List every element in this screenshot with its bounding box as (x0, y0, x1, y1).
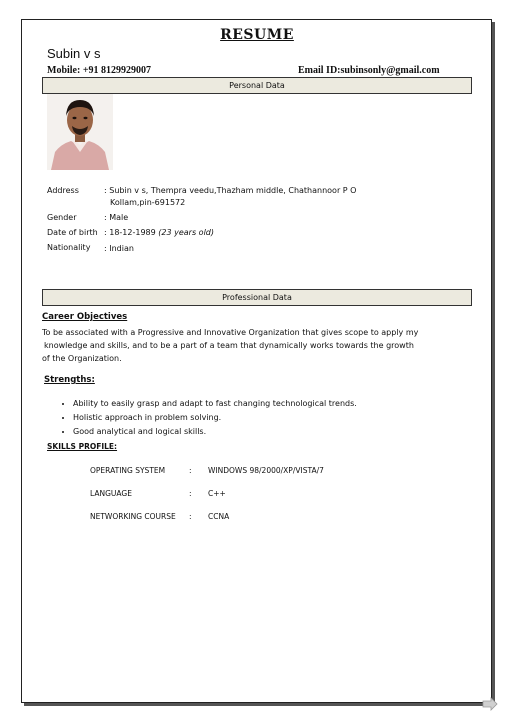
address-line-2: Kollam,pin-691572 (110, 198, 186, 207)
email-address: Email ID:subinsonly@gmail.com (298, 65, 440, 76)
skill-label-language: LANGUAGE (90, 489, 132, 498)
strength-item: • Good analytical and logical skills. (73, 425, 433, 439)
career-line-1: To be associated with a Progressive and Innovative Organization that gives scope to apply my (42, 328, 419, 337)
mobile-number: Mobile: +91 8129929007 (47, 65, 152, 76)
career-line-2: knowledge and skills, and to be a part of a team that dynamically works towards the growth (44, 341, 414, 350)
skill-value-language: C++ (208, 489, 226, 498)
skill-sep-networking: : (189, 512, 192, 521)
strengths-list (55, 397, 433, 439)
skill-label-os: OPERATING SYSTEM (90, 466, 166, 475)
gender-label: Gender (47, 213, 77, 222)
page-turn-icon[interactable] (482, 697, 498, 711)
dob-age: (23 years old) (158, 228, 214, 237)
address-value (104, 185, 394, 209)
address-line-1: : Subin v s, Thempra veedu,Thazham middle, Chathannoor P O (104, 186, 357, 195)
candidate-name: Subin v s (47, 46, 101, 61)
dob-value-row (104, 227, 394, 239)
skill-sep-os: : (189, 466, 192, 475)
career-objectives-heading: Career Objectives (42, 312, 128, 322)
career-objectives-text (42, 326, 442, 365)
professional-data-header: Professional Data (42, 289, 472, 306)
skills-profile-heading: SKILLS PROFILE: (47, 442, 118, 451)
strength-item: • Ability to easily grasp and adapt to fast changing technological trends. (73, 397, 433, 411)
strength-item: • Holistic approach in problem solving. (73, 411, 433, 425)
dob-value: : 18-12-1989 (104, 228, 156, 237)
skill-label-networking: NETWORKING COURSE (90, 512, 176, 521)
personal-data-header: Personal Data (42, 77, 472, 94)
skill-value-os: WINDOWS 98/2000/XP/VISTA/7 (208, 466, 324, 475)
career-line-3: of the Organization. (42, 354, 122, 363)
gender-value: : Male (104, 213, 129, 222)
nationality-value: : Indian (104, 244, 134, 253)
profile-photo (47, 94, 113, 170)
skill-value-networking: CCNA (208, 512, 230, 521)
strengths-heading: Strengths: (44, 375, 95, 385)
resume-title: RESUME (220, 27, 294, 43)
dob-label: Date of birth (47, 228, 98, 237)
nationality-label: Nationality (47, 243, 91, 252)
address-label: Address (47, 186, 79, 195)
skill-sep-language: : (189, 489, 192, 498)
